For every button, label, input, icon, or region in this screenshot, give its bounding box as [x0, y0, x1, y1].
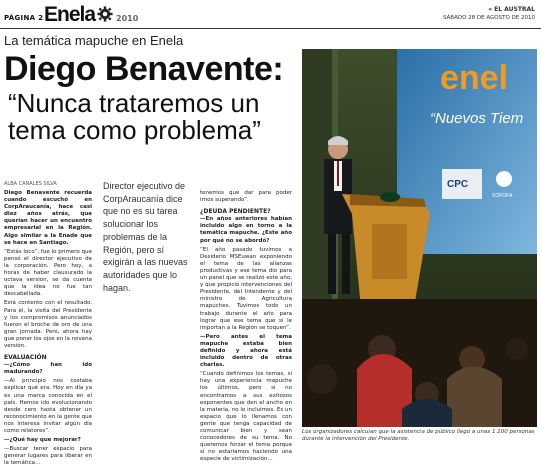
pull-quote: Director ejecutivo de CorpAraucanía dice que no es su tarea solucionar los problemas de la Región, pero sí exigirán a las nuevas autoridades que lo hagan. [103, 181, 188, 293]
byline: ALBA CANALES SILVA [4, 181, 57, 187]
paragraph: “Estás loco”, fue lo primero que pensó el director ejecutivo de la corporación. Pero hoy, a horas de haber clausurado la octava versión, se da cuenta que la idea no fue tan descabellada. [4, 248, 92, 298]
interview-question: —Pero antes el tema mapuche estaba bien definido y ahora está incluido dentro de otras charlas. [200, 333, 292, 369]
interview-answer: “Cuando definimos los temas, si hay una experiencia mapuche los últimos, pero si no encontramos a sus exitosos exponentes que den el ancho en la materia, no lo incluimos. Es un espacio que lo llenamos con gente que tenga capacidad de comunicar bien y sean conocedores de su tema. No queremos forzar el tema porque sí no estaríamos haciendo una especie de victimización... [200, 371, 292, 463]
screen-logo-text: enel [440, 59, 509, 97]
podium-cpc-logo: CPC [447, 179, 469, 190]
article-column-1 [4, 190, 92, 469]
article-kicker: La temática mapuche en Enela [4, 33, 184, 48]
logo-year: 2010 [116, 14, 139, 23]
page-number: PÁGINA 2 [4, 14, 44, 22]
interview-question: —¿Qué hay que mejorar? [4, 437, 81, 444]
photo-caption: Los organizadores calculan que la asistencia de público llegó a unas 1.100 personas durante la intervención del Presidente. [302, 429, 535, 442]
article-subhead: “Nunca trataremos un tema como problema” [8, 88, 261, 145]
interview-answer: —Al principio nos costaba explicar qué era. Hoy en día ya es una marca conocida en el país. Hemos ido evolucionando desde cero hasta obtener un reconocimiento en la gente que nos interesa invitar algún día como relatores”. [4, 378, 92, 434]
interview-answer: —Buscar tener espacio para generar lugares para liberar en la temática... [4, 446, 92, 467]
publication-name: » EL AUSTRAL [488, 6, 535, 13]
sofofa-logo-text: SOFOFA [492, 193, 513, 199]
article-photo [302, 49, 537, 427]
screen-slogan-text: “Nuevos Tiem [430, 110, 524, 127]
lead-paragraph: Diego Benavente recuerda cuando escuchó en CorpAraucanía, hace casi diez años atrás, que querían hacer un encuentro empresarial en la Región. Algo similar a la Enade que se hace en Santiago. [4, 190, 92, 246]
gear-icon [97, 6, 113, 22]
page-header [0, 0, 541, 29]
article-column-3 [200, 190, 292, 465]
section-heading: ¿DEUDA PENDIENTE? [200, 208, 271, 216]
sofofa-icon [496, 171, 512, 187]
dateline: SÁBADO 28 DE AGOSTO DE 2010 [442, 15, 535, 21]
article-headline: Diego Benavente: [4, 50, 284, 88]
paragraph: Está contento con el resultado. Para él, la visita del Presidente y los compromisos anunciados fueron el broche de oro de una gran jornada. Pero, ahora hay que poner los ojos en la novena versión. [4, 300, 92, 349]
section-logo: Enela [44, 3, 96, 26]
interview-question: —¿Cómo han ido madurando? [4, 362, 92, 376]
section-heading: EVALUACIÓN [4, 354, 47, 362]
interview-question: —En años anteriores habían incluido algo en torno a la temática mapuche. ¿Este año por qué no se abordó? [200, 216, 292, 244]
paragraph: tenemos que dar para poder irnos superando”. [200, 190, 292, 204]
interview-answer: “El año pasado tuvimos a Desiderio MSEuwan exponiendo el tema de las alianzas productivas y ese tema dio para un panel que se realizó este año, y que propició intervenciones del Presidente, del Intendente y del ministro de Agricultura mapuches. Tuvimos todo un trabajo durante el año para lograr que ese tema que sí le importan a la Región se toquen”. [200, 246, 292, 331]
